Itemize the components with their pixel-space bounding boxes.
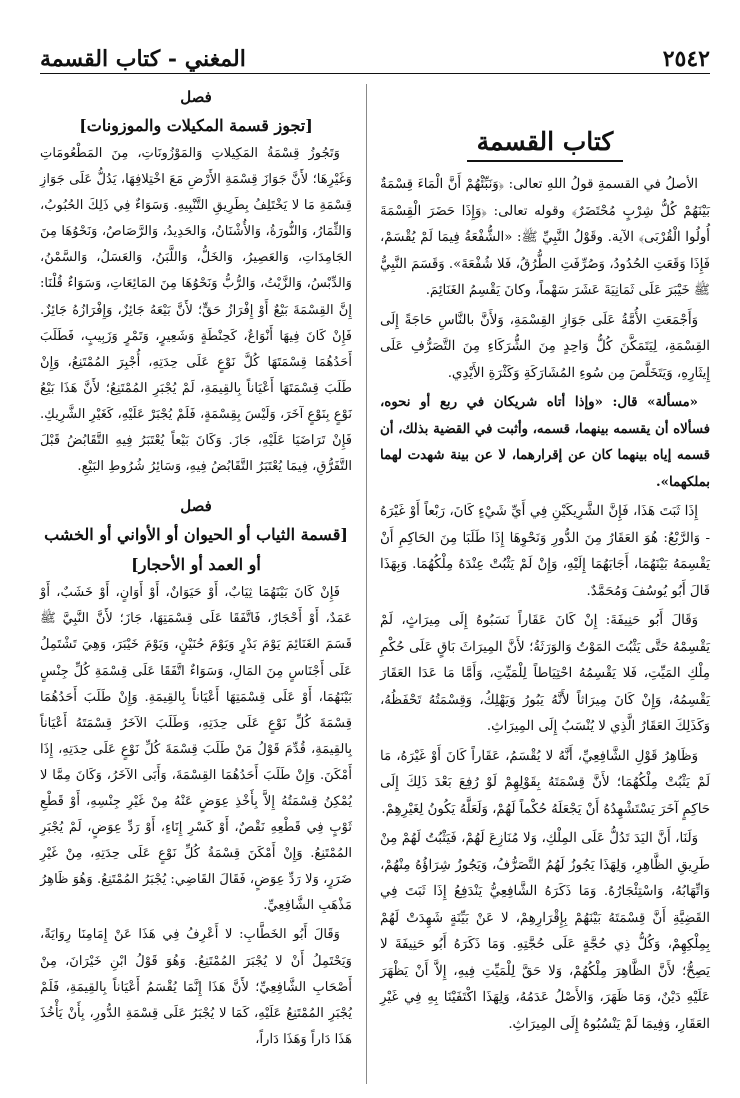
running-header: [40, 38, 710, 74]
section-title-line1: [قسمة الثياب أو الحيوان أو الأواني أو الخشب: [44, 525, 348, 545]
paragraph: وَقَالَ أَبُو حَنِيفَةَ: إِنْ كَانَ عَقَاراً نَسَبُوهُ إِلَى مِيرَاثٍ، لَمْ يَقْسِمْهُ حَتَّى يَثْبُتَ المَوْتُ وَالوَرَثَةُ؛ لأَنَّ المِيرَاثَ بَاقٍ عَلَى حُكْمِ مِلْكِ المَيِّتِ، فَلا يَقْسِمُهُ احْتِيَاطاً لِلْمَيِّتِ، وَأَمَّا مَا عَدَا العَقَارَ يَقْسِمُهُ، وَإِنْ كَانَ مِيرَاثاً لأَنَّهُ يَبُورُ وَيَهْلِكُ، وَقِسْمَتُهُ تَحْفَظُهُ، وَكَذَلِكَ العَقَارُ الَّذِي لا يُنْسَبُ إِلَى المِيرَاثِ.: [380, 613, 710, 734]
paragraph: وَقَالَ أَبُو الخَطَّابِ: لا أَعْرِفُ فِي هَذَا عَنْ إِمَامِنَا رِوَايَةً، وَيَحْتَمِلُ أَنْ لا يُجْبَرَ المُمْتَنِعُ. وَهُوَ قَوْلُ ابْنِ خَيْرَانَ، مِنْ أَصْحَابِ الشَّافِعِيِّ؛ لأَنَّ هَذَا إِنَّمَا يُقْسَمُ أَعْيَاناً بِالقِيمَةِ، فَلَمْ يُجْبَرِ المُمْتَنِعُ عَلَيْهِ، كَمَا لا يُجْبَرُ عَلَى قِسْمَةِ الدُّورِ، بِأَنْ يَأْخُذَ هَذَا دَاراً وَهَذَا دَاراً،: [40, 927, 352, 1047]
paragraph: فَإِنْ كَانَ بَيْنَهُمَا ثِيَابٌ، أَوْ حَيَوَانٌ، أَوْ أَوَانٍ، أَوْ خَشَبٌ، أَوْ عَمَدٌ، أَوْ أَحْجَارٌ، فَاتَّفَقَا عَلَى قِسْمَتِهَا، جَازَ؛ لأَنَّ النَّبِيَّ ﷺ قَسَمَ الغَنَائِمَ يَوْمَ بَدْرٍ وَيَوْمَ حُنَيْنٍ، وَيَوْمَ خَيْبَرَ، وَهِيَ تَشْتَمِلُ عَلَى أَجْنَاسٍ مِنَ المَالِ، وَسَوَاءٌ اتَّفَقَا عَلَى قِسْمَةِ كُلِّ جِنْسٍ بَيْنَهُمَا، أَوْ عَلَى قِسْمَتِهَا أَعْيَاناً بِالقِيمَةِ. وَإِنْ طَلَبَ أَحَدُهُمَا قِسْمَةَ كُلِّ نَوْعٍ عَلَى حِدَتِهِ، وَطَلَبَ الآخَرُ قِسْمَتَهُ أَعْيَاناً بِالقِيمَةِ، قُدِّمَ قَوْلُ مَنْ طَلَبَ قِسْمَةَ كُلِّ نَوْعٍ عَلَى حِدَتِهِ، إِذَا أَمْكَنَ. وَإِنْ طَلَبَ أَحَدُهُمَا القِسْمَةَ، وَأَبَى الآخَرُ، وَكَانَ مِمَّا لا يُمْكِنُ قِسْمَتُهُ إِلاَّ بِأَخْذِ عِوَضٍ عَنْهُ مِنْ غَيْرِ جِنْسِهِ، أَوْ قَطْعِ ثَوْبٍ فِي قَطْعِهِ نَقْصٌ، أَوْ كَسْرِ إِنَاءٍ، أَوْ رَدِّ عِوَضٍ، لَمْ يُجْبَرِ المُمْتَنِعُ. وَإِنْ أَمْكَنَ قِسْمَةُ كُلِّ نَوْعٍ عَلَى حِدَتِهِ، مِنْ غَيْرِ ضَرَرٍ، وَلا رَدِّ عِوَضٍ، فَقَالَ القَاضِي: يُجْبَرُ المُمْتَنِعُ. وَهُوَ ظَاهِرُ مَذْهَبِ الشَّافِعِيِّ.: [40, 585, 352, 914]
right-column: [380, 84, 710, 1041]
left-column: [40, 84, 352, 1056]
running-title: المغني - كتاب القسمة: [40, 46, 246, 72]
paragraph: وَظَاهِرُ قَوْلِ الشَّافِعِيِّ، أَنَّهُ لا يُقْسَمُ، عَقَاراً كَانَ أَوْ غَيْرَهُ، مَا لَمْ يَثْبُتْ مِلْكُهُمَا؛ لأَنَّ قِسْمَتَهُ بِقَوْلِهِمْ لَوْ رُفِعَ بَعْدَ ذَلِكَ إِلَى حَاكِمٍ آخَرَ يَسْتَشْهِدُهُ أَنْ يَجْعَلَهُ حُكْماً لَهُمْ، وَلَعَلَّهُ يَكُونُ لِغَيْرِهِمْ.: [380, 748, 710, 817]
paragraph: الأصلُ في القسمةِ قولُ اللهِ تعالى: ﴿وَنَبِّئْهُمْ أَنَّ الْمَاءَ قِسْمَةٌ بَيْنَهُمْ كُلُّ شِرْبٍ مُحْتَضَرٌ﴾ وقوله تعالى: ﴿وَإِذَا حَضَرَ الْقِسْمَةَ أُولُوا الْقُرْبَى﴾ الآية. وقَوْلُ النَّبِيِّ ﷺ: «الشُّفْعَةُ فِيمَا لَمْ يُقْسَمْ، فَإِذَا وَقَعَتِ الحُدُودُ، وَصُرِّفَتِ الطُّرُقُ، فَلا شُفْعَةَ». وَقَسَمَ النَّبِيُّ ﷺ خَيْبَرَ عَلَى ثَمَانِيَةَ عَشَرَ سَهْماً، وكانَ يَقْسِمُ الغَنَائِمَ.: [380, 177, 710, 298]
book-title: كتاب القسمة: [467, 126, 624, 162]
section-label: فصل: [180, 497, 212, 516]
page-number: ٢٥٤٢: [662, 46, 710, 72]
paragraph: وَلَنَا، أَنَّ اليَدَ تَدُلُّ عَلَى المِلْكِ، وَلا مُنَازِعَ لَهُمْ، فَيَثْبُتُ لَهُمْ مِنْ طَرِيقِ الظَّاهِرِ، وَلِهَذَا يَجُوزُ لَهُمُ التَّصَرُّفُ، وَيَجُوزُ شِرَاؤُهُ مِنْهُمْ، وَاتِّهَابُهُ، وَاسْتِئْجَارُهُ. وَمَا ذَكَرَهُ الشَّافِعِيُّ يَنْدَفِعُ إِذَا ثَبَتَ فِي القَضِيَّةِ أَنَّ قِسْمَتَهُ بَيْنَهُمْ بِإِقْرَارِهِمْ، لا عَنْ بَيِّنَةٍ شَهِدَتْ لَهُمْ بِمِلْكِهِمْ، وَكُلُّ ذِي حُجَّةٍ عَلَى حُجَّتِهِ. وَمَا ذَكَرَهُ أَبُو حَنِيفَةَ لا يَصِحُّ؛ لأَنَّ الظَّاهِرَ مِلْكُهُمْ، وَلا حَقَّ لِلْمَيِّتِ فِيهِ، إِلاَّ أَنْ يَظْهَرَ عَلَيْهِ دَيْنٌ، وَمَا ظَهَرَ، وَالأَصْلُ عَدَمُهُ، وَلِهَذَا اكْتَفَيْنَا بِهِ فِي غَيْرِ العَقَارِ، وَفِيمَا لَمْ يَنْسُبُوهُ إِلَى المِيرَاثِ.: [380, 831, 710, 1032]
masala-paragraph: «مسألة» قال: «وإذا أتاه شريكان في ربع أو نحوه، فسألاه أن يقسمه بينهما، قسمه، وأثبت في القضية بذلك، أن قسمه إياه بينهما كان عن إقرارهما، لا عن بينة شهدت لهما بملكهما».: [380, 395, 710, 490]
paragraph: وَأَجْمَعَتِ الأُمَّةُ عَلَى جَوَازِ القِسْمَةِ، وَلأَنَّ بالنَّاسِ حَاجَةً إِلَى القِسْمَةِ، لِيَتَمَكَّنَ كُلُّ وَاحِدٍ مِنَ الشُّرَكَاءِ مِنَ التَّصَرُّفِ عَلَى إِيثَارِهِ، وَيَتَخَلَّصَ مِن سُوءِ المُشَارَكَةِ وَكَثْرَةِ الأَيْدِي.: [380, 312, 710, 381]
paragraph: وَتَجُوزُ قِسْمَةُ المَكِيلاتِ وَالمَوْزُونَاتِ، مِنَ المَطْعُومَاتِ وَغَيْرِهَا؛ لأَنَّ جَوَازَ قِسْمَةِ الأَرْضِ مَعَ اخْتِلافِهَا، يَدُلُّ عَلَى جَوَازِ قِسْمَةِ مَا لا يَخْتَلِفُ بِطَرِيقِ التَّنْبِيهِ. وَسَوَاءٌ فِي ذَلِكَ الحُبُوبُ، وَالثِّمَارُ، وَالنُّورَةُ، وَالأُشْنَانُ، وَالحَدِيدُ، وَالرَّصَاصُ، وَنَحْوُهَا مِنَ الجَامِدَاتِ، وَالعَصِيرُ، وَالخَلُّ، وَاللَّبَنُ، وَالعَسَلُ، وَالسَّمْنُ، وَالدِّبْسُ، وَالزَّيْتُ، وَالرُّبُّ وَنَحْوُهَا مِنَ المَائِعَاتِ، وَسَوَاءٌ قُلْنَا: إِنَّ القِسْمَةَ بَيْعٌ أَوْ إِفْرَازُ حَقٍّ؛ لأَنَّ بَيْعَهُ جَائِزٌ، وَإِفْرَازُهُ جَائِزٌ. فَإِنْ كَانَ فِيهَا أَنْوَاعٌ، كَحِنْطَةٍ وَشَعِيرٍ، وَتَمْرٍ وَزَبِيبٍ، فَطَلَبَ أَحَدُهُمَا قِسْمَتَهَا كُلَّ نَوْعٍ عَلَى حِدَتِهِ، أُجْبِرَ المُمْتَنِعُ، وَإِنْ طَلَبَ قِسْمَتَهَا أَعْيَاناً بِالقِيمَةِ، لَمْ يُجْبَرِ المُمْتَنِعُ؛ لأَنَّ هَذَا بَيْعُ نَوْعٍ بِنَوْعٍ آخَرَ، وَلَيْسَ بِقِسْمَةٍ، فَلَمْ يُجْبَرْ عَلَيْهِ، كَغَيْرِ الشَّرِيكِ. فَإِنْ تَرَاضَيَا عَلَيْهِ، جَازَ. وَكَانَ بَيْعاً يُعْتَبَرُ فِيهِ التَّقَابُضُ قَبْلَ التَّفَرُّقِ، فِيمَا يُعْتَبَرُ التَّقَابُضُ فِيهِ، وَسَائِرُ شُرُوطِ البَيْعِ.: [40, 146, 352, 475]
header-rule: [40, 73, 710, 74]
section-label: فصل: [180, 88, 212, 106]
column-divider: [366, 84, 367, 1084]
section-title-line2: أو العمد أو الأحجار]: [131, 555, 261, 575]
paragraph: إِذَا ثَبَتَ هَذَا، فَإِنَّ الشَّرِيكَيْنِ فِي أَيِّ شَيْءٍ كَانَ، رَبْعاً أَوْ غَيْرَهُ - وَالرَّبْعُ: هُوَ العَقَارُ مِنَ الدُّورِ وَنَحْوِهَا إِذَا طَلَبَا مِنَ الحَاكِمِ أَنْ يَقْسِمَهُ بَيْنَهُمَا، أَجَابَهُمَا إِلَيْهِ، وَإِنْ لَمْ يَثْبُتْ عِنْدَهُ مِلْكُهُمَا. وَبِهَذَا قَالَ أَبُو يُوسُفَ وَمُحَمَّدٌ.: [380, 504, 710, 599]
book-title-wrap: [380, 126, 710, 162]
section-gap: [40, 483, 352, 493]
section-title: [تجوز قسمة المكيلات والموزونات]: [79, 116, 313, 135]
